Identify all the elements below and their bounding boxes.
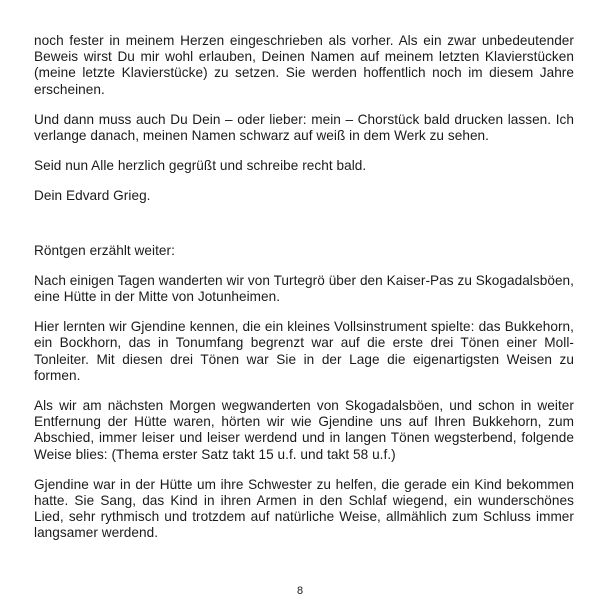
narrative-paragraph: Gjendine war in der Hütte um ihre Schwester zu helfen, die gerade ein Kind bekommen hatte. Sie Sang, das Kind in ihren Armen in den Schlaf wiegend, ein wunderschönes Lied, sehr rythmisch und trotzdem auf natürliche Weise, allmählich zum Schluss immer langsamer werdend.	[34, 476, 574, 541]
narrative-paragraph: Als wir am nächsten Morgen wegwanderten von Skogadalsböen, und schon in weiter Entfernung der Hütte waren, hörten wir wie Gjendine uns auf Ihren Bukkehorn, zum Abschied, immer leiser und leiser werdend und in langen Tönen wegsterbend, folgende Weise blies: (Thema erster Satz takt 15 u.f. und takt 58 u.f.)	[34, 398, 574, 462]
section-spacer	[34, 219, 574, 243]
letter-paragraph: Und dann muss auch Du Dein – oder lieber: mein – Chorstück bald drucken lassen. Ich verlange danach, meinen Namen schwarz auf weiß in dem Werk zu sehen.	[34, 111, 574, 144]
narrative-paragraph: Hier lernten wir Gjendine kennen, die ein kleines Vollsinstrument spielte: das Bukkehorn, ein Bockhorn, das in Tonumfang begrenzt war auf die erste drei Tönen einer Moll-Tonleiter. Mit diesen drei Tönen war Sie in der Lage die eigenartigsten Weisen zu formen.	[34, 319, 574, 383]
letter-paragraph: noch fester in meinem Herzen eingeschrieben als vorher. Als ein zwar unbedeutender Beweis wirst Du mir wohl erlauben, Deinen Namen auf meinem letzten Klavierstücken (meine letzte Klavierstücke) zu setzen. Sie werden hoffentlich noch im diesem Jahre erscheinen.	[34, 33, 574, 97]
narrative-paragraph: Nach einigen Tagen wanderten wir von Turtegrö über den Kaiser-Pas zu Skogadalsböen, eine Hütte in der Mitte von Jotunheimen.	[34, 272, 574, 305]
page-number: 8	[296, 585, 304, 597]
letter-signature: Dein Edvard Grieg.	[34, 188, 151, 204]
narrative-intro: Röntgen erzählt weiter:	[34, 242, 175, 258]
page-body	[34, 33, 574, 556]
letter-closing: Seid nun Alle herzlich gegrüßt und schreibe recht bald.	[34, 158, 367, 174]
